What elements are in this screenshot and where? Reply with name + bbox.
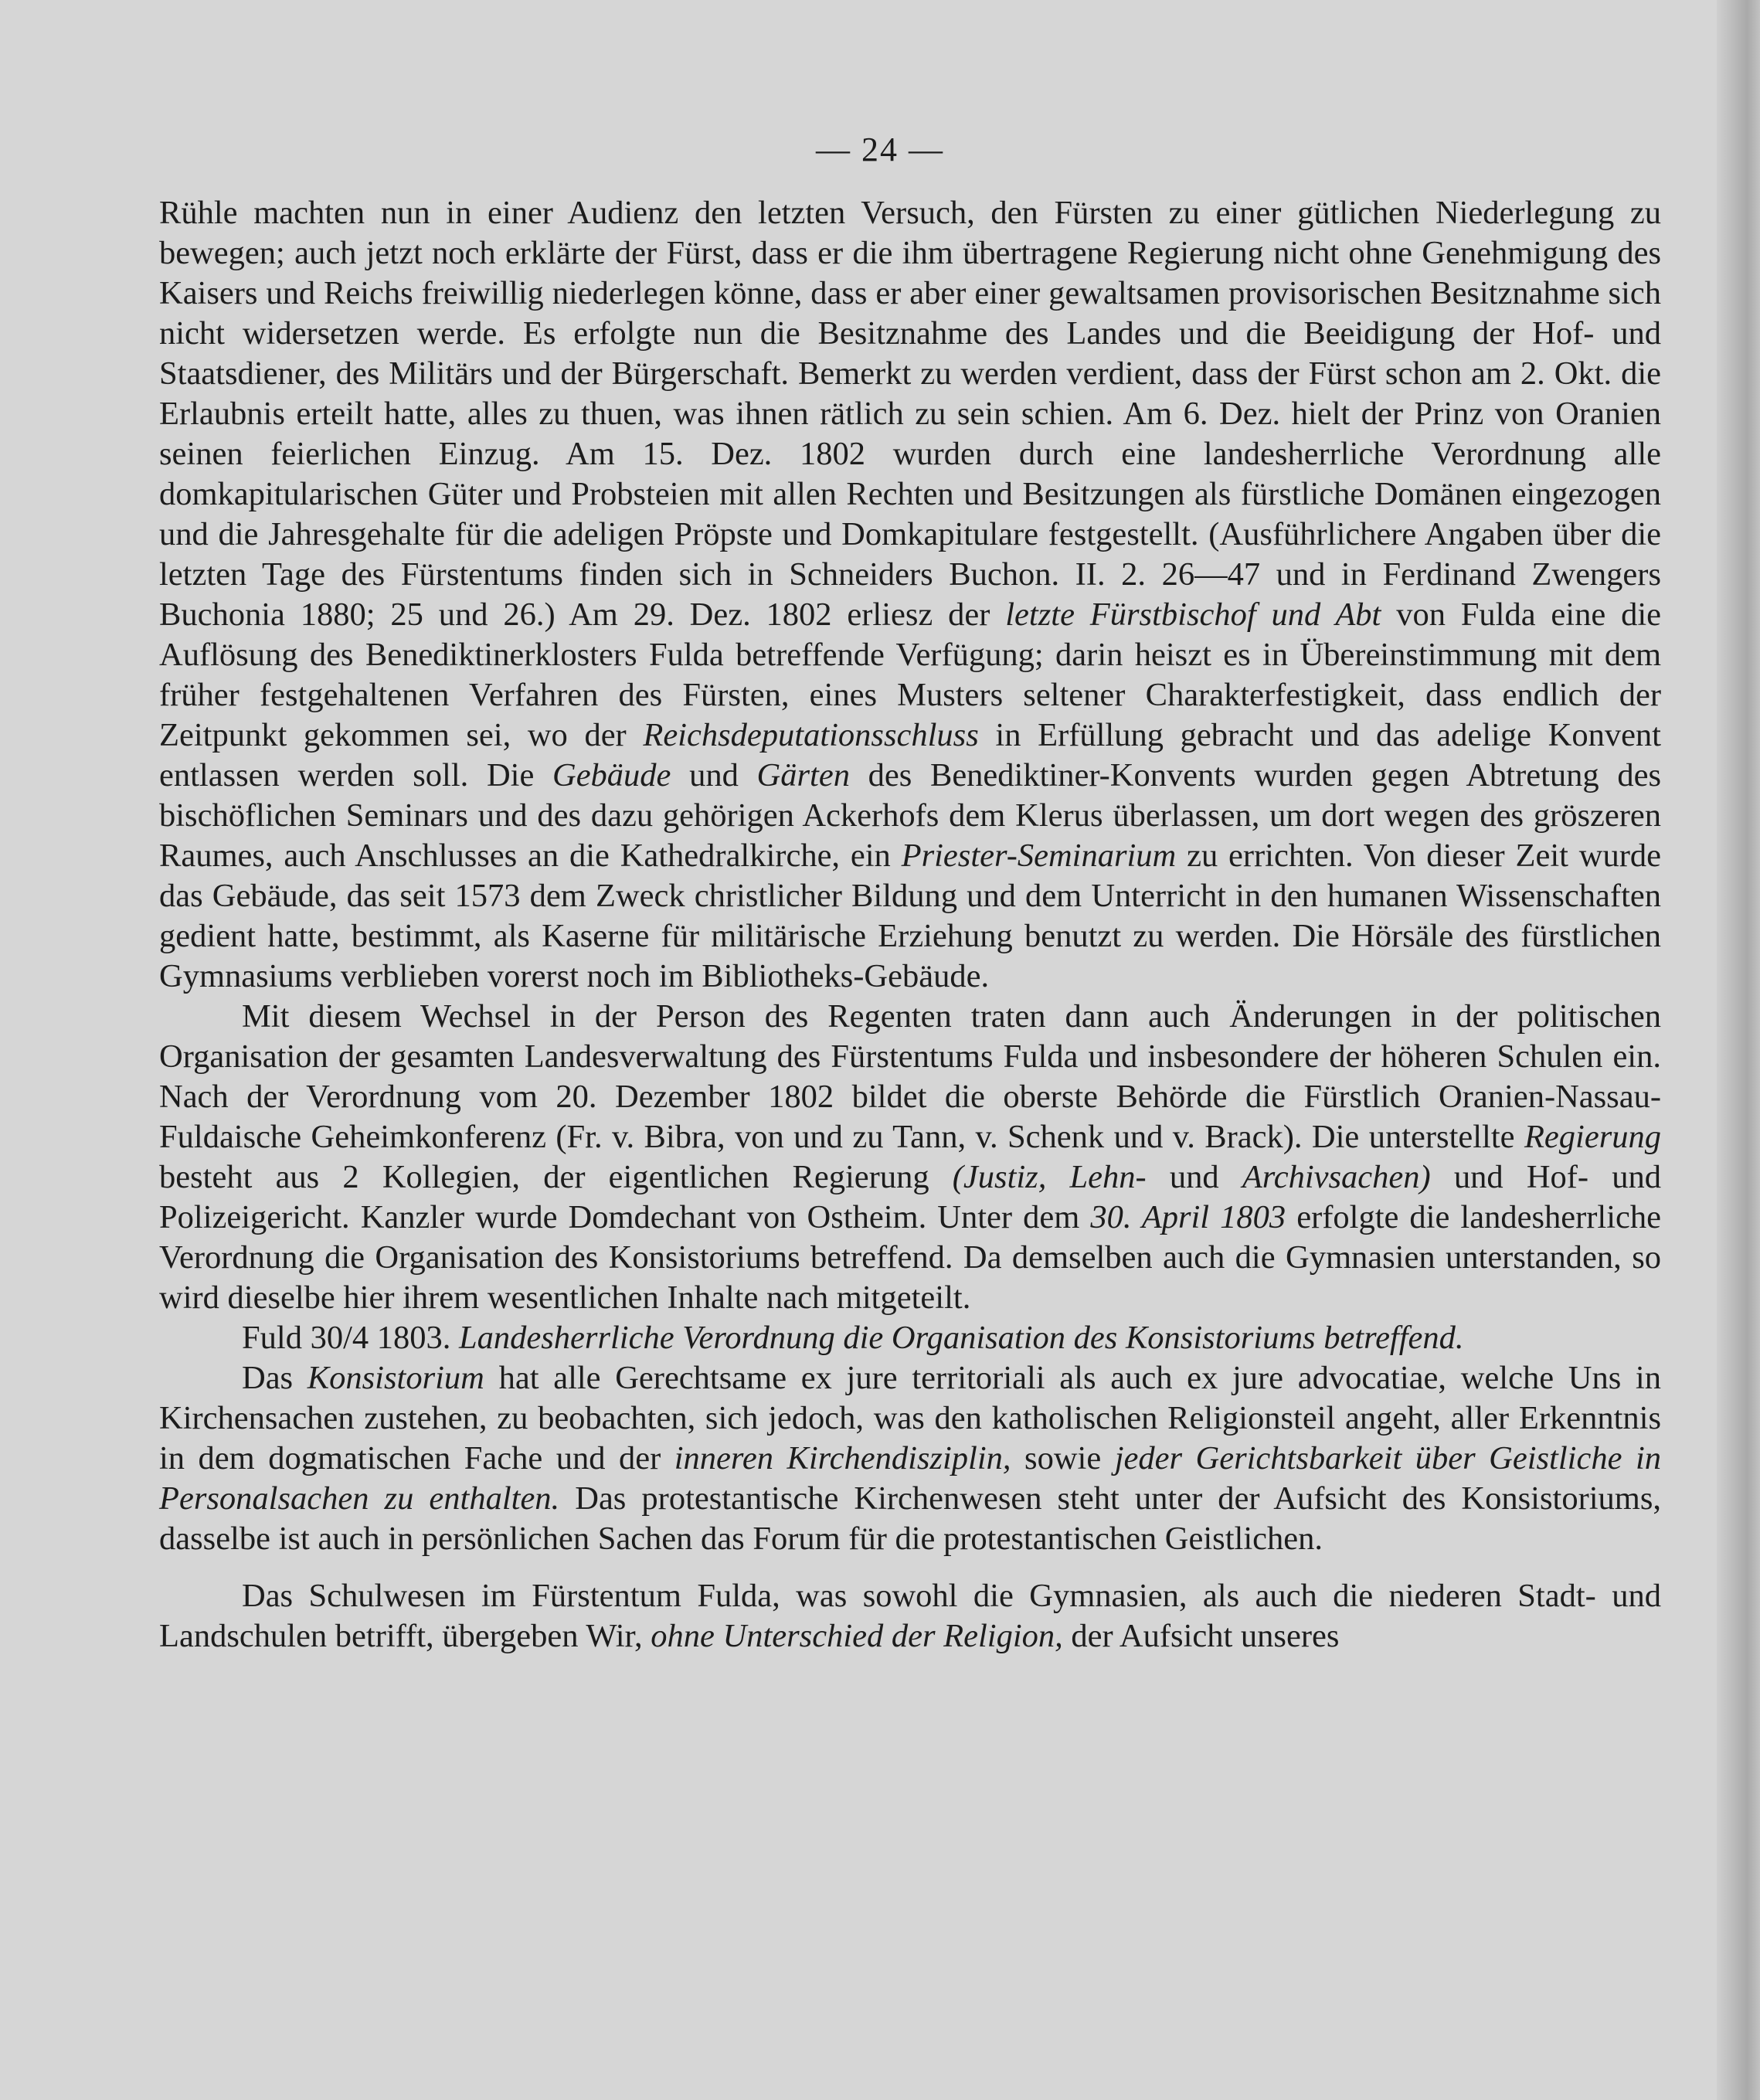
paragraph xyxy=(159,1576,1661,1657)
text-run: der Aufsicht unseres xyxy=(1062,1618,1340,1654)
paragraph xyxy=(159,1318,1661,1358)
text-run: und xyxy=(671,757,757,793)
body-text xyxy=(159,193,1661,1657)
italic-phrase: Regierung xyxy=(1524,1119,1661,1155)
italic-phrase: ohne Unterschied der Religion, xyxy=(651,1618,1063,1654)
text-run: Das xyxy=(242,1360,307,1396)
text-run: und Hof- und Polizeigericht. Kanzler wurde Domdechant von Ostheim. Unter dem xyxy=(159,1159,1661,1235)
text-run: von Fulda eine die Auflösung des Benediktinerklosters Fulda betreffende Verfügung; darin heiszt es in Übereinstimmung mit dem früher festgehaltenen Verfahren des Fürsten, eines Musters seltener Charakterfestigkeit, dass endlich der Zeitpunkt gekommen sei, wo der xyxy=(159,596,1661,753)
paragraph xyxy=(159,193,1661,997)
italic-phrase: Gebäude xyxy=(552,757,671,793)
italic-phrase: inneren Kirchendisziplin, xyxy=(674,1440,1011,1476)
italic-phrase: jeder Gerichtsbarkeit über Geistliche in Personalsachen zu enthalten. xyxy=(159,1440,1662,1517)
italic-phrase: Gärten xyxy=(756,757,850,793)
text-run: besteht aus 2 Kollegien, der eigentlichen Regierung xyxy=(159,1159,953,1195)
italic-phrase: letzte Fürstbischof und Abt xyxy=(1005,596,1381,633)
italic-phrase: Konsistorium xyxy=(307,1360,484,1396)
paragraph xyxy=(159,1358,1661,1559)
italic-phrase: Archivsachen) xyxy=(1242,1159,1431,1195)
text-run: und xyxy=(1146,1159,1242,1195)
paragraph xyxy=(159,997,1661,1318)
text-run: Das protestantische Kirchenwesen steht unter der Aufsicht des Konsistoriums, dasselbe ist auch in persönlichen Sachen das Forum für die protestantischen Geistlichen. xyxy=(159,1480,1662,1557)
text-run: Mit diesem Wechsel in der Person des Regenten traten dann auch Änderungen in der politischen Organisation der gesamten Landesverwaltung des Fürstentums Fulda und insbesondere der höheren Schulen ein. Nach der Verordnung vom 20. Dezember 1802 bildet die oberste Behörde die Fürstlich Oranien-Nassau-Fuldaische Geheimkonferenz (Fr. v. Bibra, von und zu Tann, v. Schenk und v. Brack). Die unterstellte xyxy=(159,998,1661,1155)
text-run: erfolgte die landesherrliche Verordnung die Organisation des Konsistoriums betreffend. Da demselben auch die Gymnasien unterstanden, so wird dieselbe hier ihrem wesentlichen Inhalte nach mitgeteilt. xyxy=(159,1199,1661,1316)
text-run: Das Schulwesen im Fürstentum Fulda, was sowohl die Gymnasien, als auch die niederen Stadt- und Landschulen betrifft, übergeben Wir, xyxy=(159,1578,1661,1654)
text-run: sowie xyxy=(1011,1440,1115,1476)
text-run: hat alle Gerechtsame ex jure territoriali als auch ex jure advocatiae, welche Uns in Kirchensachen zustehen, zu beobachten, sich jedoch, was den katholischen Religionsteil angeht, aller Erkenntnis in dem dogmatischen Fache und der xyxy=(159,1360,1661,1476)
text-run: in Erfüllung gebracht und das adelige Konvent entlassen werden soll. Die xyxy=(159,717,1661,793)
italic-phrase: Landesherrliche Verordnung die Organisation des Konsistoriums betreffend. xyxy=(459,1320,1464,1356)
italic-phrase: 30. April 1803 xyxy=(1090,1199,1286,1235)
text-run: des Benediktiner-Konvents wurden gegen Abtretung des bischöflichen Seminars und des dazu gehörigen Ackerhofs dem Klerus überlassen, um dort wegen des gröszeren Raumes, auch Anschlusses an die Kathedralkirche, ein xyxy=(159,757,1661,874)
text-run: Rühle machten nun in einer Audienz den letzten Versuch, den Fürsten zu einer gütlichen Niederlegung zu bewegen; auch jetzt noch erklärte der Fürst, dass er die ihm übertragene Regierung nicht ohne Genehmigung des Kaisers und Reichs freiwillig niederlegen könne, dass er aber einer gewaltsamen provisorischen Besitznahme sich nicht widersetzen werde. Es erfolgte nun die Besitznahme des Landes und die Beeidigung der Hof- und Staatsdiener, des Militärs und der Bürgerschaft. Bemerkt zu werden verdient, dass der Fürst schon am 2. Okt. die Erlaubnis erteilt hatte, alles zu thuen, was ihnen rätlich zu sein schien. Am 6. Dez. hielt der Prinz von Oranien seinen feierlichen Einzug. Am 15. Dez. 1802 wurden durch eine landesherrliche Verordnung alle domkapitularischen Güter und Probsteien mit allen Rechten und Besitzungen als fürstliche Domänen eingezogen und die Jahresgehalte für die adeligen Pröpste und Domkapitulare festgestellt. (Ausführlichere Angaben über die letzten Tage des Fürstentums finden sich in Schneiders Buchon. II. 2. 26—47 und in Ferdinand Zwengers Buchonia 1880; 25 und 26.) Am 29. Dez. 1802 erliesz der xyxy=(159,195,1661,633)
page-spine-shadow xyxy=(1717,0,1760,2100)
italic-phrase: Priester-Seminarium xyxy=(901,838,1177,874)
page-number: — 24 — xyxy=(816,131,944,168)
text-run: Fuld 30/4 1803. xyxy=(242,1320,460,1356)
italic-phrase: (Justiz, Lehn- xyxy=(952,1159,1147,1195)
italic-phrase: Reichsdeputationsschluss xyxy=(643,717,979,753)
text-run: zu errichten. Von dieser Zeit wurde das Gebäude, das seit 1573 dem Zweck christlicher Bildung und dem Unterricht in den humanen Wissenschaften gedient hatte, bestimmt, als Kaserne für militärische Erziehung benutzt zu werden. Die Hörsäle des fürstlichen Gymnasiums verblieben vorerst noch im Bibliotheks-Gebäude. xyxy=(159,838,1661,994)
